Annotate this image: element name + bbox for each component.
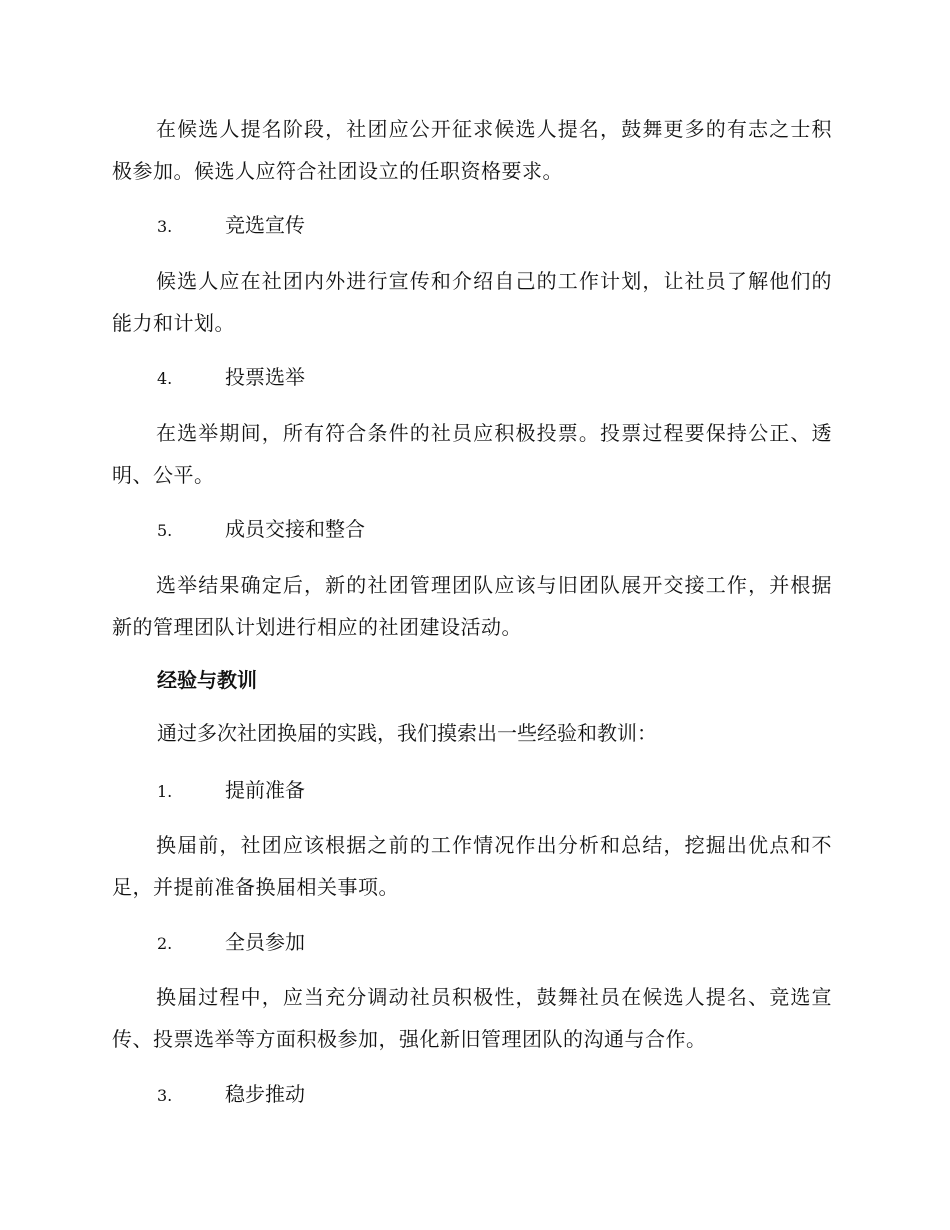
paragraph-voting: 在选举期间，所有符合条件的社员应积极投票。投票过程要保持公正、透明、公平。: [112, 421, 832, 487]
paragraph-campaign: 候选人应在社团内外进行宣传和介绍自己的工作计划，让社员了解他们的能力和计划。: [112, 269, 832, 335]
list-item-handover: [157, 514, 365, 546]
list-label: 投票选举: [225, 365, 305, 389]
list-number: 5.: [157, 521, 173, 540]
list-label: 稳步推动: [225, 1082, 305, 1106]
list-item-voting: [157, 362, 305, 394]
paragraph-intro: 通过多次社团换届的实践，我们摸索出一些经验和教训：: [157, 721, 657, 745]
list-number: 1.: [157, 782, 173, 801]
list-number: 4.: [157, 369, 173, 388]
paragraph-prepare: 换届前，社团应该根据之前的工作情况作出分析和总结，挖掘出优点和不足，并提前准备换届相关事项。: [112, 833, 832, 899]
paragraph-candidate-nomination: 在候选人提名阶段，社团应公开征求候选人提名，鼓舞更多的有志之士积极参加。候选人应符合社团设立的任职资格要求。: [112, 117, 832, 183]
list-item-steady: [157, 1079, 305, 1111]
list-number: 3.: [157, 217, 173, 236]
list-label: 全员参加: [225, 930, 305, 954]
list-number: 3.: [157, 1086, 173, 1105]
section-heading: 经验与教训: [157, 668, 257, 692]
list-item-campaign: [157, 210, 305, 242]
list-label: 成员交接和整合: [225, 517, 365, 541]
list-item-prepare: [157, 775, 305, 807]
list-item-participate: [157, 927, 305, 959]
paragraph-handover: 选举结果确定后，新的社团管理团队应该与旧团队展开交接工作，并根据新的管理团队计划进行相应的社团建设活动。: [112, 573, 832, 639]
list-label: 提前准备: [225, 778, 305, 802]
paragraph-participate: 换届过程中，应当充分调动社员积极性，鼓舞社员在候选人提名、竞选宣传、投票选举等方面积极参加，强化新旧管理团队的沟通与合作。: [112, 985, 832, 1051]
list-label: 竞选宣传: [225, 213, 305, 237]
list-number: 2.: [157, 934, 173, 953]
